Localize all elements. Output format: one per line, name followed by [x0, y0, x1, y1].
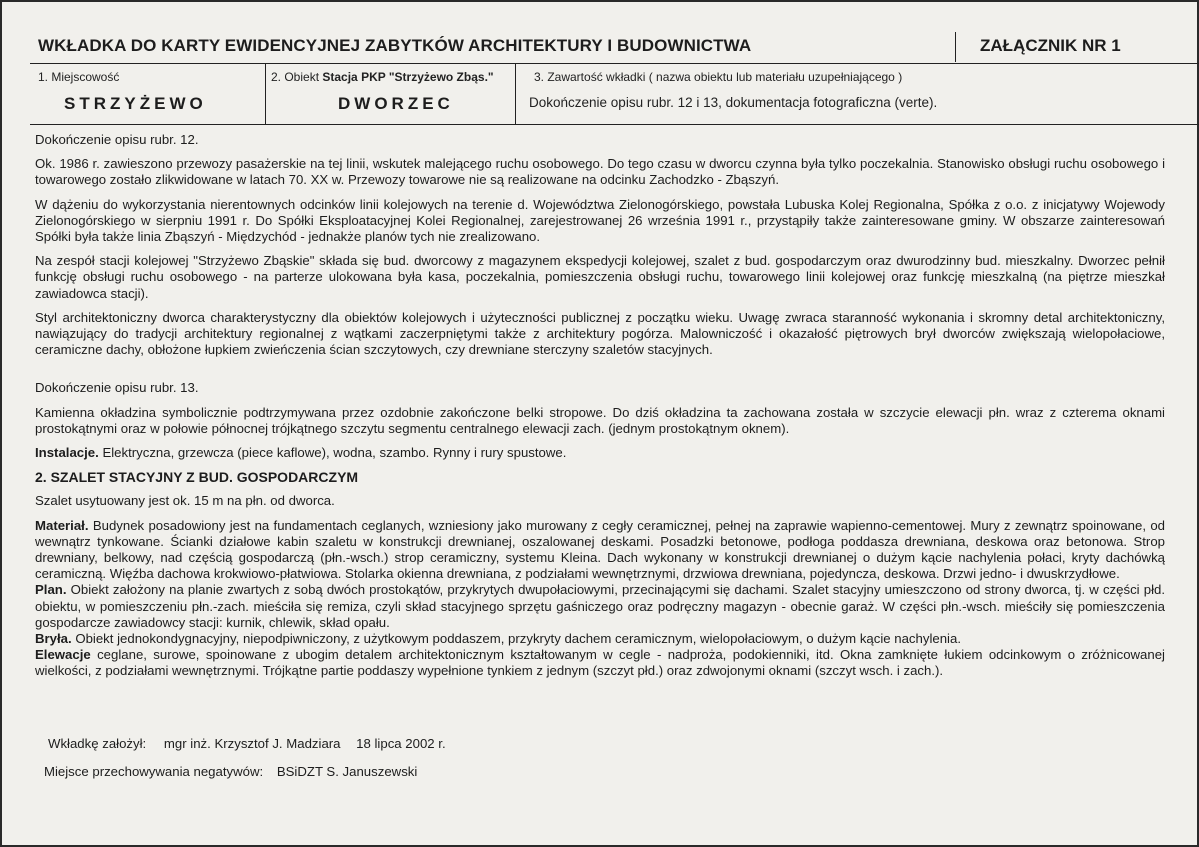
description-body	[35, 132, 1165, 680]
section-2-heading: 2. SZALET STACYJNY Z BUD. GOSPODARCZYM	[35, 469, 359, 486]
paragraph-1: Ok. 1986 r. zawieszono przewozy pasażerskie na tej linii, wskutek malejącego ruchu osobowego. Do tego czasu w dworcu czynna była tylko poczekalnia. Stanowisko obsługi ruchu osobowego i towarowego zostało zlikwidowane w latach 70. XX w. Przewozy towarowe nie są realizowane na odcinku Zachodzko - Zbąszyń.	[35, 156, 1165, 188]
section-gap	[35, 366, 1165, 380]
field-2-value: DWORZEC	[338, 94, 454, 113]
field-1-value: STRZYŻEWO	[64, 94, 207, 113]
elewacje-paragraph	[35, 647, 1165, 679]
plan-label: Plan.	[35, 582, 67, 598]
material-text: Budynek posadowiony jest na fundamentach ceglanych, wzniesiony jako murowany z cegły ceramicznej, pełnej na zaprawie wapienno-cementowej. Mury z zewnątrz spoinowane, od wewnątrz tynkowane. Ścianki działowe kabin szaletu w konstrukcji drewnianej, oszalowanej deskami. Posadzki betonowe, podłoga poddasza drewniana, deskowa oraz betonowa. Strop drewniany, belkowy, nad częścią gospodarczą (płn.-wsch.) strop ceramiczny, systemu Kleina. Dach wykonany w konstrukcji drewnianej o dużym kącie nachylenia połaci, kryty dachówką ceramiczną. Więźba dachowa krokwiowo-płatwiowa. Stolarka okienna drewniana, z podziałami wewnętrznymi, drzwiowa drewniana, pojedyncza, deskowa. Drzwi jedno- i dwuskrzydłowe.	[35, 517, 1165, 582]
installations-label: Instalacje.	[35, 445, 99, 461]
bryla-text: Obiekt jednokondygnacyjny, niepodpiwniczony, z użytkowym poddaszem, przykryty dachem ceramicznym, wielopołaciowym, o dużym kącie nachylenia.	[71, 631, 961, 647]
field-3-value: Dokończenie opisu rubr. 12 i 13, dokumentacja fotograficzna (verte).	[529, 95, 938, 110]
form-title: WKŁADKA DO KARTY EWIDENCYJNEJ ZABYTKÓW ARCHITEKTURY I BUDOWNICTWA	[38, 36, 752, 55]
installations-text: Elektryczna, grzewcza (piece kaflowe), wodna, szambo. Rynny i rury spustowe.	[98, 445, 567, 461]
author-label: Wkładkę założył:	[48, 736, 147, 751]
field-2-label-object: Stacja PKP "Strzyżewo Zbąs."	[322, 70, 494, 84]
author-date: 18 lipca 2002 r.	[356, 736, 446, 751]
paragraph-2: W dążeniu do wykorzystania nierentownych odcinków linii kolejowych na terenie d. Województwa Zielonogórskiego, powstała Lubuska Kolej Regionalna, Spółka z o.o. z inicjatywy Wojewody Zielonogórskiego w sierpniu 1991 r. Do Spółki Eksploatacyjnej Kolei Regionalnej, zarejestrowanej 26 września 1991 r., przystąpiły także zainteresowane gminy. W obszarze zainteresowań Spółki była także linia Zbąszyń - Międzychód - jednakże planów tych nie zrealizowano.	[35, 196, 1165, 245]
negatives-label: Miejsce przechowywania negatywów:	[44, 764, 264, 779]
field-divider-1	[265, 64, 266, 124]
negatives-line	[44, 764, 417, 779]
paragraph-5: Kamienna okładzina symbolicznie podtrzymywana przez ozdobnie zakończone belki stropowe. Do dziś okładzina ta zachowana została w szczycie elewacji płn. wraz z czterema oknami prostokątnymi oraz w połowie północnej trójkątnego szczytu segmentu centralnego elewacji zach. (jednym prostokątnym oknem).	[35, 404, 1165, 436]
field-2-label	[271, 70, 494, 84]
header-rule-top	[30, 63, 1199, 64]
negatives-location: BSiDZT S. Januszewski	[276, 764, 418, 779]
field-1-label: 1. Miejscowość	[38, 70, 120, 84]
bryla-paragraph	[35, 631, 1165, 647]
installations	[35, 445, 1165, 461]
section-12-title: Dokończenie opisu rubr. 12.	[35, 132, 199, 147]
author-line	[48, 736, 446, 751]
plan-paragraph	[35, 582, 1165, 631]
paragraph-4: Styl architektoniczny dworca charakterystyczny dla obiektów kolejowych i użyteczności publicznej z początku wieku. Uwagę zwraca staranność wykonania i skromny detal architektoniczny, nawiązujący do tradycji architektury regionalnej z wątkami zaczerpniętymi także z architektury pogórza. Malowniczość i okazałość piętrowych brył dworców zwiększają wielopołaciowe, ceramiczne dachy, obłożone łupkiem zwieńczenia ścian szczytowych, czy drewniane sterczyny szaletów stacyjnych.	[35, 309, 1165, 358]
header-rule-bottom	[30, 124, 1199, 125]
bryla-label: Bryła.	[35, 631, 72, 647]
material-label: Materiał.	[35, 517, 89, 533]
section-13-title: Dokończenie opisu rubr. 13.	[35, 380, 199, 396]
field-2-label-prefix: 2. Obiekt	[271, 70, 320, 84]
section-2-subtitle: Szalet usytuowany jest ok. 15 m na płn. od dworca.	[35, 493, 335, 509]
field-divider-2	[515, 64, 516, 124]
paragraph-3: Na zespół stacji kolejowej "Strzyżewo Zbąskie" składa się bud. dworcowy z magazynem ekspedycji kolejowej, szalet z bud. gospodarczym oraz dwurodzinny bud. mieszkalny. Dworzec pełnił funkcję obsługi ruchu osobowego - na parterze ulokowana była kasa, poczekalnia, pomieszczenia obsługi ruchu, towarowego linii kolejowej oraz funkcję mieszkalną (na piętrze mieszkał zawiadowca stacji).	[35, 253, 1165, 301]
author-name: mgr inż. Krzysztof J. Madziara	[163, 736, 341, 751]
annex-number: ZAŁĄCZNIK NR 1	[980, 36, 1121, 55]
elewacje-text: ceglane, surowe, spoinowane z ubogim detalem architektonicznym kształtowanym w cegle - nadproża, podokienniki, itd. Okna zamknięte łukiem odcinkowym o zróżnicowanej wielkości, z podziałami wewnętrznymi. Trójkątne partie poddaszy wypełnione tynkiem z jednym (szczyt płd.) oraz zdwojonymi oknami (szczyt wsch. i zach.).	[35, 647, 1165, 679]
elewacje-label: Elewacje	[35, 647, 91, 663]
plan-text: Obiekt założony na planie zwartych z sobą dwóch prostokątów, przykrytych dwupołaciowymi, przecinającymi się dachami. Szalet stacyjny umieszczono od strony dworca, tj. w części płd. obiektu, w pomieszczeniu płn.-zach. mieściła się remiza, czyli skład stacyjnego sprzętu gaśniczego oraz podręczny magazyn - obecnie garaż. W części płn.-wsch. mieściły się pomieszczenia gospodarcze zawiadowcy stacji: kurnik, chlewik, skład opału.	[35, 582, 1165, 630]
title-separator	[955, 32, 956, 62]
field-3-label: 3. Zawartość wkładki ( nazwa obiektu lub materiału uzupełniającego )	[534, 70, 903, 84]
material-paragraph	[35, 518, 1165, 583]
